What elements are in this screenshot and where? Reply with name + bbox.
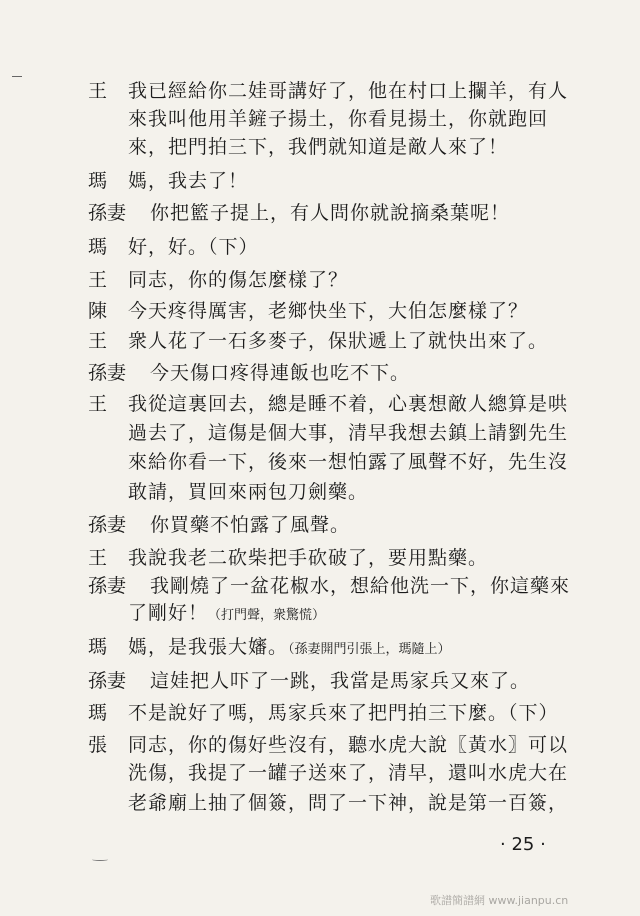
speaker-name: 王 bbox=[88, 393, 108, 415]
speaker-name: 王 bbox=[88, 330, 108, 352]
dialogue-text-run: 我說我老二砍柴把手砍破了，要用點藥。 bbox=[128, 547, 489, 569]
dialogue-line bbox=[128, 168, 248, 194]
dialogue-line bbox=[128, 106, 548, 132]
dialogue-text-run: 你把籃子提上，有人問你就說摘桑葉呢！ bbox=[150, 202, 511, 224]
dialogue-text-run: 了剛好！ bbox=[128, 602, 209, 624]
speaker-name: 陳 bbox=[88, 300, 108, 322]
dialogue-line bbox=[128, 391, 568, 417]
dialogue-text-run: 敢請，買回來兩包刀劍藥。 bbox=[128, 481, 369, 503]
dialogue-text-run: 今天疼得厲害，老鄉快坐下，大伯怎麼樣了？ bbox=[128, 300, 529, 322]
dialogue-line bbox=[128, 328, 548, 354]
page-number: · 25 · bbox=[500, 834, 546, 855]
dialogue-line bbox=[128, 634, 451, 663]
dialogue-text-run: 老爺廟上抽了個簽，問了一下神，說是第一百簽， bbox=[128, 792, 569, 814]
speaker-name: 王 bbox=[88, 269, 108, 291]
dialogue-text-run: 這娃把人吓了一跳，我當是馬家兵又來了。 bbox=[150, 670, 531, 692]
dialogue-line bbox=[128, 600, 325, 629]
dialogue-text-run: 同志，你的傷好些沒有，聽水虎大說〖黃水〗可以 bbox=[128, 734, 569, 756]
dialogue-line bbox=[128, 479, 368, 505]
dialogue-text-run: 過去了，這傷是個大事，清早我想去鎮上請劉先生 bbox=[128, 422, 569, 444]
dialogue-text-run: 你買藥不怕露了風聲。 bbox=[150, 514, 351, 536]
dialogue-text-run: 媽，是我張大嬸。 bbox=[128, 636, 289, 658]
margin-mark-bottom bbox=[92, 858, 108, 861]
dialogue-text-run: 我剛燒了一盆花椒水，想給他洗一下，你這藥來 bbox=[150, 575, 571, 597]
dialogue-line bbox=[128, 78, 568, 104]
dialogue-line bbox=[128, 234, 259, 260]
dialogue-text-run: 今天傷口疼得連飯也吃不下。 bbox=[150, 362, 411, 384]
dialogue-line bbox=[128, 760, 568, 786]
stage-direction: （打門聲，衆驚慌） bbox=[208, 608, 326, 623]
speaker-name: 王 bbox=[88, 80, 108, 102]
speaker-name: 孫妻 bbox=[88, 670, 127, 692]
speaker-name: 孫妻 bbox=[88, 575, 127, 597]
dialogue-line bbox=[150, 200, 510, 226]
dialogue-text-run: 好，好。（下） bbox=[128, 236, 259, 258]
dialogue-line bbox=[128, 134, 508, 160]
dialogue-line bbox=[128, 267, 348, 293]
speaker-name: 張 bbox=[88, 734, 108, 756]
dialogue-text-run: 來給你看一下，後來一想怕露了風聲不好，先生沒 bbox=[128, 451, 569, 473]
dialogue-line bbox=[150, 360, 410, 386]
dialogue-text-run: 我已經給你二娃哥講好了，他在村口上攔羊，有人 bbox=[128, 80, 569, 102]
speaker-name: 孫妻 bbox=[88, 514, 127, 536]
speaker-name: 瑪 bbox=[88, 702, 108, 724]
dialogue-line bbox=[128, 700, 559, 726]
dialogue-line bbox=[128, 545, 488, 571]
speaker-name: 瑪 bbox=[88, 170, 108, 192]
dialogue-text-run: 不是說好了嗎，馬家兵來了把門拍三下麼。（下） bbox=[128, 702, 559, 724]
speaker-name: 孫妻 bbox=[88, 202, 127, 224]
speaker-name: 王 bbox=[88, 547, 108, 569]
dialogue-text-run: 來，把門拍三下，我們就知道是敵人來了！ bbox=[128, 136, 509, 158]
watermark: 歌譜簡譜網 www.jianpu.cn bbox=[430, 894, 569, 907]
stage-direction: （孫妻開門引張上，瑪隨上） bbox=[288, 642, 451, 657]
dialogue-line bbox=[150, 573, 570, 599]
margin-mark bbox=[12, 76, 22, 77]
dialogue-text-run: 洗傷，我提了一罐子送來了，清早，還叫水虎大在 bbox=[128, 762, 569, 784]
dialogue-text-run: 同志，你的傷怎麼樣了？ bbox=[128, 269, 349, 291]
dialogue-line bbox=[150, 512, 350, 538]
dialogue-line bbox=[128, 298, 528, 324]
speaker-name: 瑪 bbox=[88, 636, 108, 658]
dialogue-line bbox=[128, 790, 568, 816]
dialogue-line bbox=[128, 732, 568, 758]
speaker-name: 瑪 bbox=[88, 236, 108, 258]
dialogue-line bbox=[128, 420, 568, 446]
dialogue-text-run: 媽，我去了！ bbox=[128, 170, 249, 192]
dialogue-text-run: 衆人花了一石多麥子，保狀遞上了就快出來了。 bbox=[128, 330, 549, 352]
dialogue-text-run: 我從這裏回去，總是睡不着，心裏想敵人總算是哄 bbox=[128, 393, 569, 415]
dialogue-line bbox=[128, 449, 568, 475]
speaker-name: 孫妻 bbox=[88, 362, 127, 384]
dialogue-text-run: 來我叫他用羊鏟子揚土，你看見揚土，你就跑回 bbox=[128, 108, 549, 130]
dialogue-line bbox=[150, 668, 530, 694]
